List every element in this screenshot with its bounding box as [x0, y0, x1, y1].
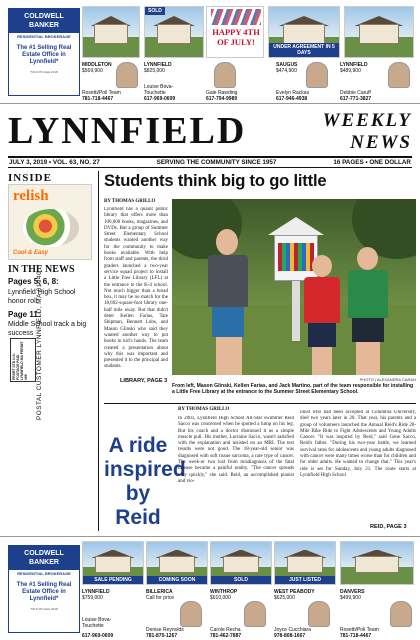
- listing-price: $489,900: [340, 68, 361, 74]
- agent-name: Evelyn Rackas: [276, 90, 310, 96]
- listing-price: $474,900: [276, 68, 297, 74]
- listing-price: $569,900: [82, 68, 103, 74]
- listing-town: LYNNFIELD: [340, 62, 368, 68]
- listing-town: LYNNFIELD: [82, 589, 110, 595]
- listing-price: $610,000: [210, 595, 231, 601]
- column-divider: [98, 171, 99, 531]
- bottom-real-estate-ad: [0, 536, 420, 640]
- agent-photo: [244, 601, 266, 627]
- listing-price: $759,000: [82, 595, 103, 601]
- section-divider: [104, 403, 416, 404]
- agent-photo: [116, 62, 138, 88]
- issue-date: JULY 3, 2019 • VOL. 63, NO. 27: [9, 159, 100, 166]
- coldwell-banker-logo-box: [8, 8, 80, 96]
- coldwell-banker-logo-box: [8, 545, 80, 633]
- library-photo: [172, 199, 416, 375]
- story-headline[interactable]: Students think big to go little: [104, 171, 327, 190]
- agent-phone: 617-969-0609: [144, 96, 176, 102]
- agent-name: Denise Reynolds: [146, 627, 184, 633]
- agent-name: Rosetti/Poli Team: [340, 627, 379, 633]
- agent-name: Louise Bova-Touchette: [82, 617, 112, 629]
- listing-town: DANVERS: [340, 589, 365, 595]
- agent-photo: [308, 601, 330, 627]
- agent-phone: 781-718-4467: [340, 633, 372, 639]
- listing-photo: [210, 541, 272, 585]
- news-item-pages: Page 11:: [8, 310, 41, 319]
- agent-phone: 617-771-3827: [340, 96, 372, 102]
- paper-motto: SERVING THE COMMUNITY SINCE 1957: [156, 159, 277, 166]
- student-figure: [302, 255, 342, 375]
- in-the-news-heading: IN THE NEWS: [8, 264, 75, 275]
- agent-photo: [180, 601, 202, 627]
- listing-badge: COMING SOON: [147, 576, 207, 584]
- ad-tagline: The #1 Selling Real Estate Office in Lynnfield*: [16, 582, 72, 602]
- news-item-desc: Middle School track a big success: [8, 321, 87, 337]
- agent-phone: 617-969-0609: [82, 633, 114, 639]
- listing-town: LYNNFIELD: [144, 62, 172, 68]
- postal-customer-label: POSTAL CUSTOMER LYNNFIELD, MA 01940: [36, 270, 43, 420]
- agent-name: Debbie Caruff: [340, 90, 371, 96]
- agent-photo: [306, 62, 328, 88]
- story-jump[interactable]: LIBRARY, PAGE 3: [120, 378, 168, 384]
- story-jump[interactable]: REID, PAGE 3: [370, 524, 407, 530]
- photo-credit: PHOTO | ALEXANDRA CARAH: [359, 377, 416, 382]
- listing-photo: [144, 6, 204, 58]
- fireworks-decoration: [211, 9, 261, 25]
- story-body: Lynnfield has a quaint public library that offers more than 100,000 books, magazines, and DVDs. But a group of Summer Street Elementary School students wanted another way for the community to make books available. With help from staff and parents, the third graders launched a two-year service squad project to install a Little Free Library (LFL) at the entrance to the K-4 school. Not much bigger than a bread box, it may be no match for the 18,692-square-foot library one-half mile away. But that didn't deter Kellen Farias, Tate Shipman, Bennett Lubs, and Mason Glinski who said they wanted another way to put books in kid's hands. The team created a presentation about why this was important and presented it to the principal and students.: [104, 207, 168, 370]
- story-body: linist who had been accepted at Columbia University, died two years later in 20. That year, his parents and a group of volunteers launched the Annual Reid's Ride 20-Mile Bike Ride to Fight Adolescents and Young Adults Cancer. "It was inspired by Reid," said Gene Sacco, Reid's father. "During his two-year battle, we learned survival rates for adolescents and young adults diagnosed with cancer were many times worse than for children and for older adults. He wanted to change that." This year's ride is set for Sunday, July 21. The route starts at Lynnfield High School: [300, 410, 416, 478]
- food-plate-image: [23, 209, 79, 247]
- agent-name: Carole Recha: [210, 627, 241, 633]
- agent-photo: [388, 62, 410, 88]
- agent-name: Rosetti/Poli Team: [82, 90, 121, 96]
- listing-price: Call for price: [146, 595, 175, 601]
- listing-price: $825,000: [144, 68, 165, 74]
- agent-photo: [390, 601, 412, 627]
- listing-badge: SALE PENDING: [83, 576, 143, 584]
- listing-photo: [82, 541, 144, 585]
- listing-town: WINTHROP: [210, 589, 238, 595]
- news-item-desc: Lynnfield High School honor roll: [8, 289, 76, 305]
- story-headline[interactable]: A ride inspired by Reid: [104, 434, 186, 529]
- masthead: [8, 108, 412, 154]
- news-item-pages: Pages 5, 6, 8:: [8, 277, 59, 286]
- agent-phone: 781-870-1267: [146, 633, 178, 639]
- agent-phone: 781-718-4467: [82, 96, 114, 102]
- relish-insert-cover[interactable]: [8, 184, 92, 260]
- listing-photo: [340, 541, 414, 585]
- newspaper-title: LYNNFIELD: [8, 110, 247, 152]
- ad-footnote: *MLS PIN data 2018: [30, 607, 58, 611]
- listing-photo: [344, 6, 414, 58]
- agent-phone: 617-794-9989: [206, 96, 238, 102]
- listing-badge: UNDER AGREEMENT IN 5 DAYS: [269, 43, 339, 57]
- listing-price: $625,000: [274, 595, 295, 601]
- listing-photo: [268, 6, 340, 58]
- brokerage-subtitle: RESIDENTIAL BROKERAGE: [17, 34, 71, 39]
- listing-town: SAUGUS: [276, 62, 298, 68]
- issue-price: 16 PAGES • ONE DOLLAR: [333, 159, 411, 166]
- holiday-text: HAPPY 4TH OF JULY!: [212, 27, 260, 47]
- listing-price: $499,900: [340, 595, 361, 601]
- student-figure: [206, 229, 250, 375]
- coldwell-banker-logo: COLDWELL BANKER: [9, 9, 79, 33]
- inside-heading: INSIDE: [8, 172, 52, 184]
- listing-town: BILLERICA: [146, 589, 173, 595]
- ad-footnote: *MLS PIN data 2018: [30, 70, 58, 74]
- agent-name: Louise Bova-Touchette: [144, 84, 174, 96]
- listing-town: WEST PEABODY: [274, 589, 315, 595]
- student-figure: [346, 247, 390, 375]
- agent-photo: [214, 62, 236, 88]
- listing-badge: SOLD: [211, 576, 271, 584]
- agent-name: Gale Rawding: [206, 90, 238, 96]
- listing-photo: [82, 6, 140, 58]
- dateline-bar: [8, 156, 412, 168]
- agent-name: Joyce Cucchiara: [274, 627, 311, 633]
- agent-phone: 978-808-1667: [274, 633, 306, 639]
- newspaper-subtitle: [323, 110, 412, 154]
- story-byline: BY THOMAS GRILLO: [104, 199, 156, 204]
- agent-phone: 617-946-4938: [276, 96, 308, 102]
- listing-badge: SOLD: [145, 7, 165, 15]
- coldwell-banker-logo: COLDWELL BANKER: [9, 546, 79, 570]
- brokerage-subtitle: RESIDENTIAL BROKERAGE: [17, 571, 71, 576]
- agent-phone: 781-462-7887: [210, 633, 242, 639]
- story-body: In 2003, Lynnfield High School All-Star swimmer Reid Sacco was concerned when he spotted a lump on his leg. But his coach and a doctor dismissed it as a simple muscle pull. His mother, Lorraine Sacco, wasn't satisfied with the explanation and insisted on an MRI. The test results were not good. The 18-year-old senior was diagnosed with soft tissue sarcoma, a rare type of cancer. The week-or two lost from misdiagnosis of the fatal disease became a painful reality. "The cancer spreads very quickly," she said. Reid, an accomplished pianist and vio-: [178, 416, 294, 484]
- listing-town: MIDDLETON: [82, 62, 112, 68]
- relish-logo: relish: [13, 188, 49, 204]
- listing-photo: [146, 541, 208, 585]
- listing-photo: [274, 541, 336, 585]
- news-word: NEWS: [350, 132, 412, 153]
- relish-cover-line: Cool & Easy: [13, 250, 49, 256]
- story-byline: BY THOMAS GRILLO: [178, 407, 230, 412]
- holiday-graphic: [206, 6, 264, 58]
- top-real-estate-ad: [0, 0, 420, 104]
- weekly-word: WEEKLY: [322, 110, 412, 131]
- postage-indicia: PRSRT STD U.S. POSTAGE PAID LYNNFIELD MA PERMIT #66: [10, 338, 36, 382]
- listing-badge: JUST LISTED: [275, 576, 335, 584]
- photo-caption: From left, Mason Glinski, Kellen Farias, and Jack Martino, part of the team responsible for installing a Little Free Library at the entrance to the Summer Street Elementary School.: [172, 383, 414, 396]
- ad-tagline: The #1 Selling Real Estate Office in Lynnfield*: [16, 45, 72, 65]
